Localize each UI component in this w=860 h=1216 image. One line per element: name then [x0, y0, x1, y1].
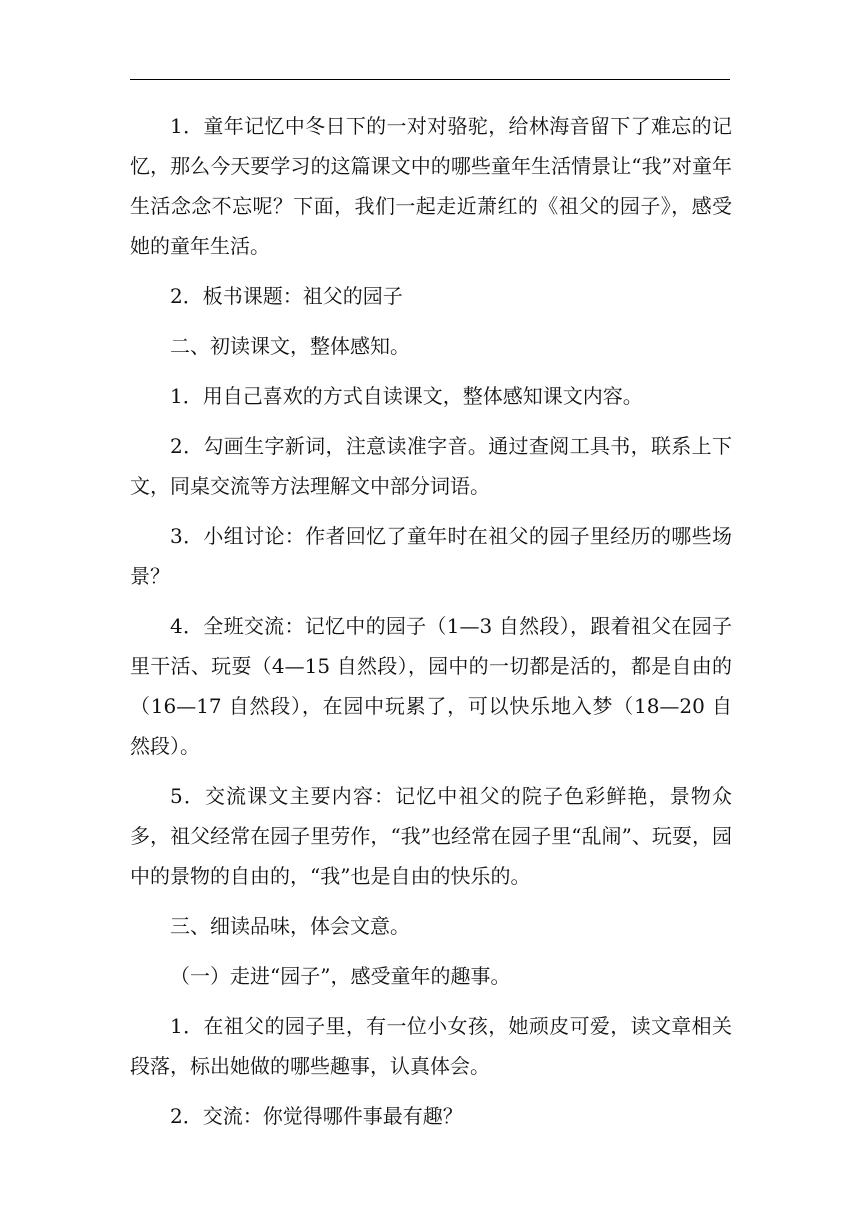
paragraph-girl-activities: 1．在祖父的园子里，有一位小女孩，她顽皮可爱，读文章相关段落，标出她做的哪些趣事，认真体会。 — [130, 1014, 732, 1078]
document-body — [130, 106, 732, 1146]
paragraph-self-reading: 1．用自己喜欢的方式自读课文，整体感知课文内容。 — [170, 384, 643, 408]
paragraph-intro: 1．童年记忆中冬日下的一对对骆驼，给林海音留下了难忘的记忆，那么今天要学习的这篇课文中的哪些童年生活情景让“我”对童年生活念念不忘呢？下面，我们一起走近萧红的《祖父的园子》，感受她的童年生活。 — [130, 114, 732, 258]
subsection-heading-garden: （一）走进“园子”，感受童年的趣事。 — [170, 964, 511, 988]
paragraph-discussion-question: 2．交流：你觉得哪件事最有趣？ — [170, 1104, 463, 1128]
paragraph-group-discussion: 3．小组讨论：作者回忆了童年时在祖父的园子里经历的哪些场景？ — [130, 524, 732, 588]
paragraph-board-title: 2．板书课题：祖父的园子 — [170, 284, 403, 308]
paragraph-class-exchange: 4．全班交流：记忆中的园子（1—3 自然段），跟着祖父在园子里干活、玩耍（4—15 自然段），园中的一切都是活的，都是自由的（16—17 自然段），在园中玩累了，可以快乐地入梦（18—20 自然段）。 — [130, 614, 732, 758]
header-rule — [130, 79, 730, 80]
paragraph-main-content: 5．交流课文主要内容：记忆中祖父的院子色彩鲜艳，景物众多，祖父经常在园子里劳作，“我”也经常在园子里“乱闹”、玩耍，园中的景物的自由的，“我”也是自由的快乐的。 — [130, 784, 732, 888]
section-heading-first-reading: 二、初读课文，整体感知。 — [170, 334, 410, 358]
section-heading-close-reading: 三、细读品味，体会文意。 — [170, 914, 410, 938]
paragraph-new-words: 2．勾画生字新词，注意读准字音。通过查阅工具书，联系上下文，同桌交流等方法理解文中部分词语。 — [130, 434, 732, 498]
